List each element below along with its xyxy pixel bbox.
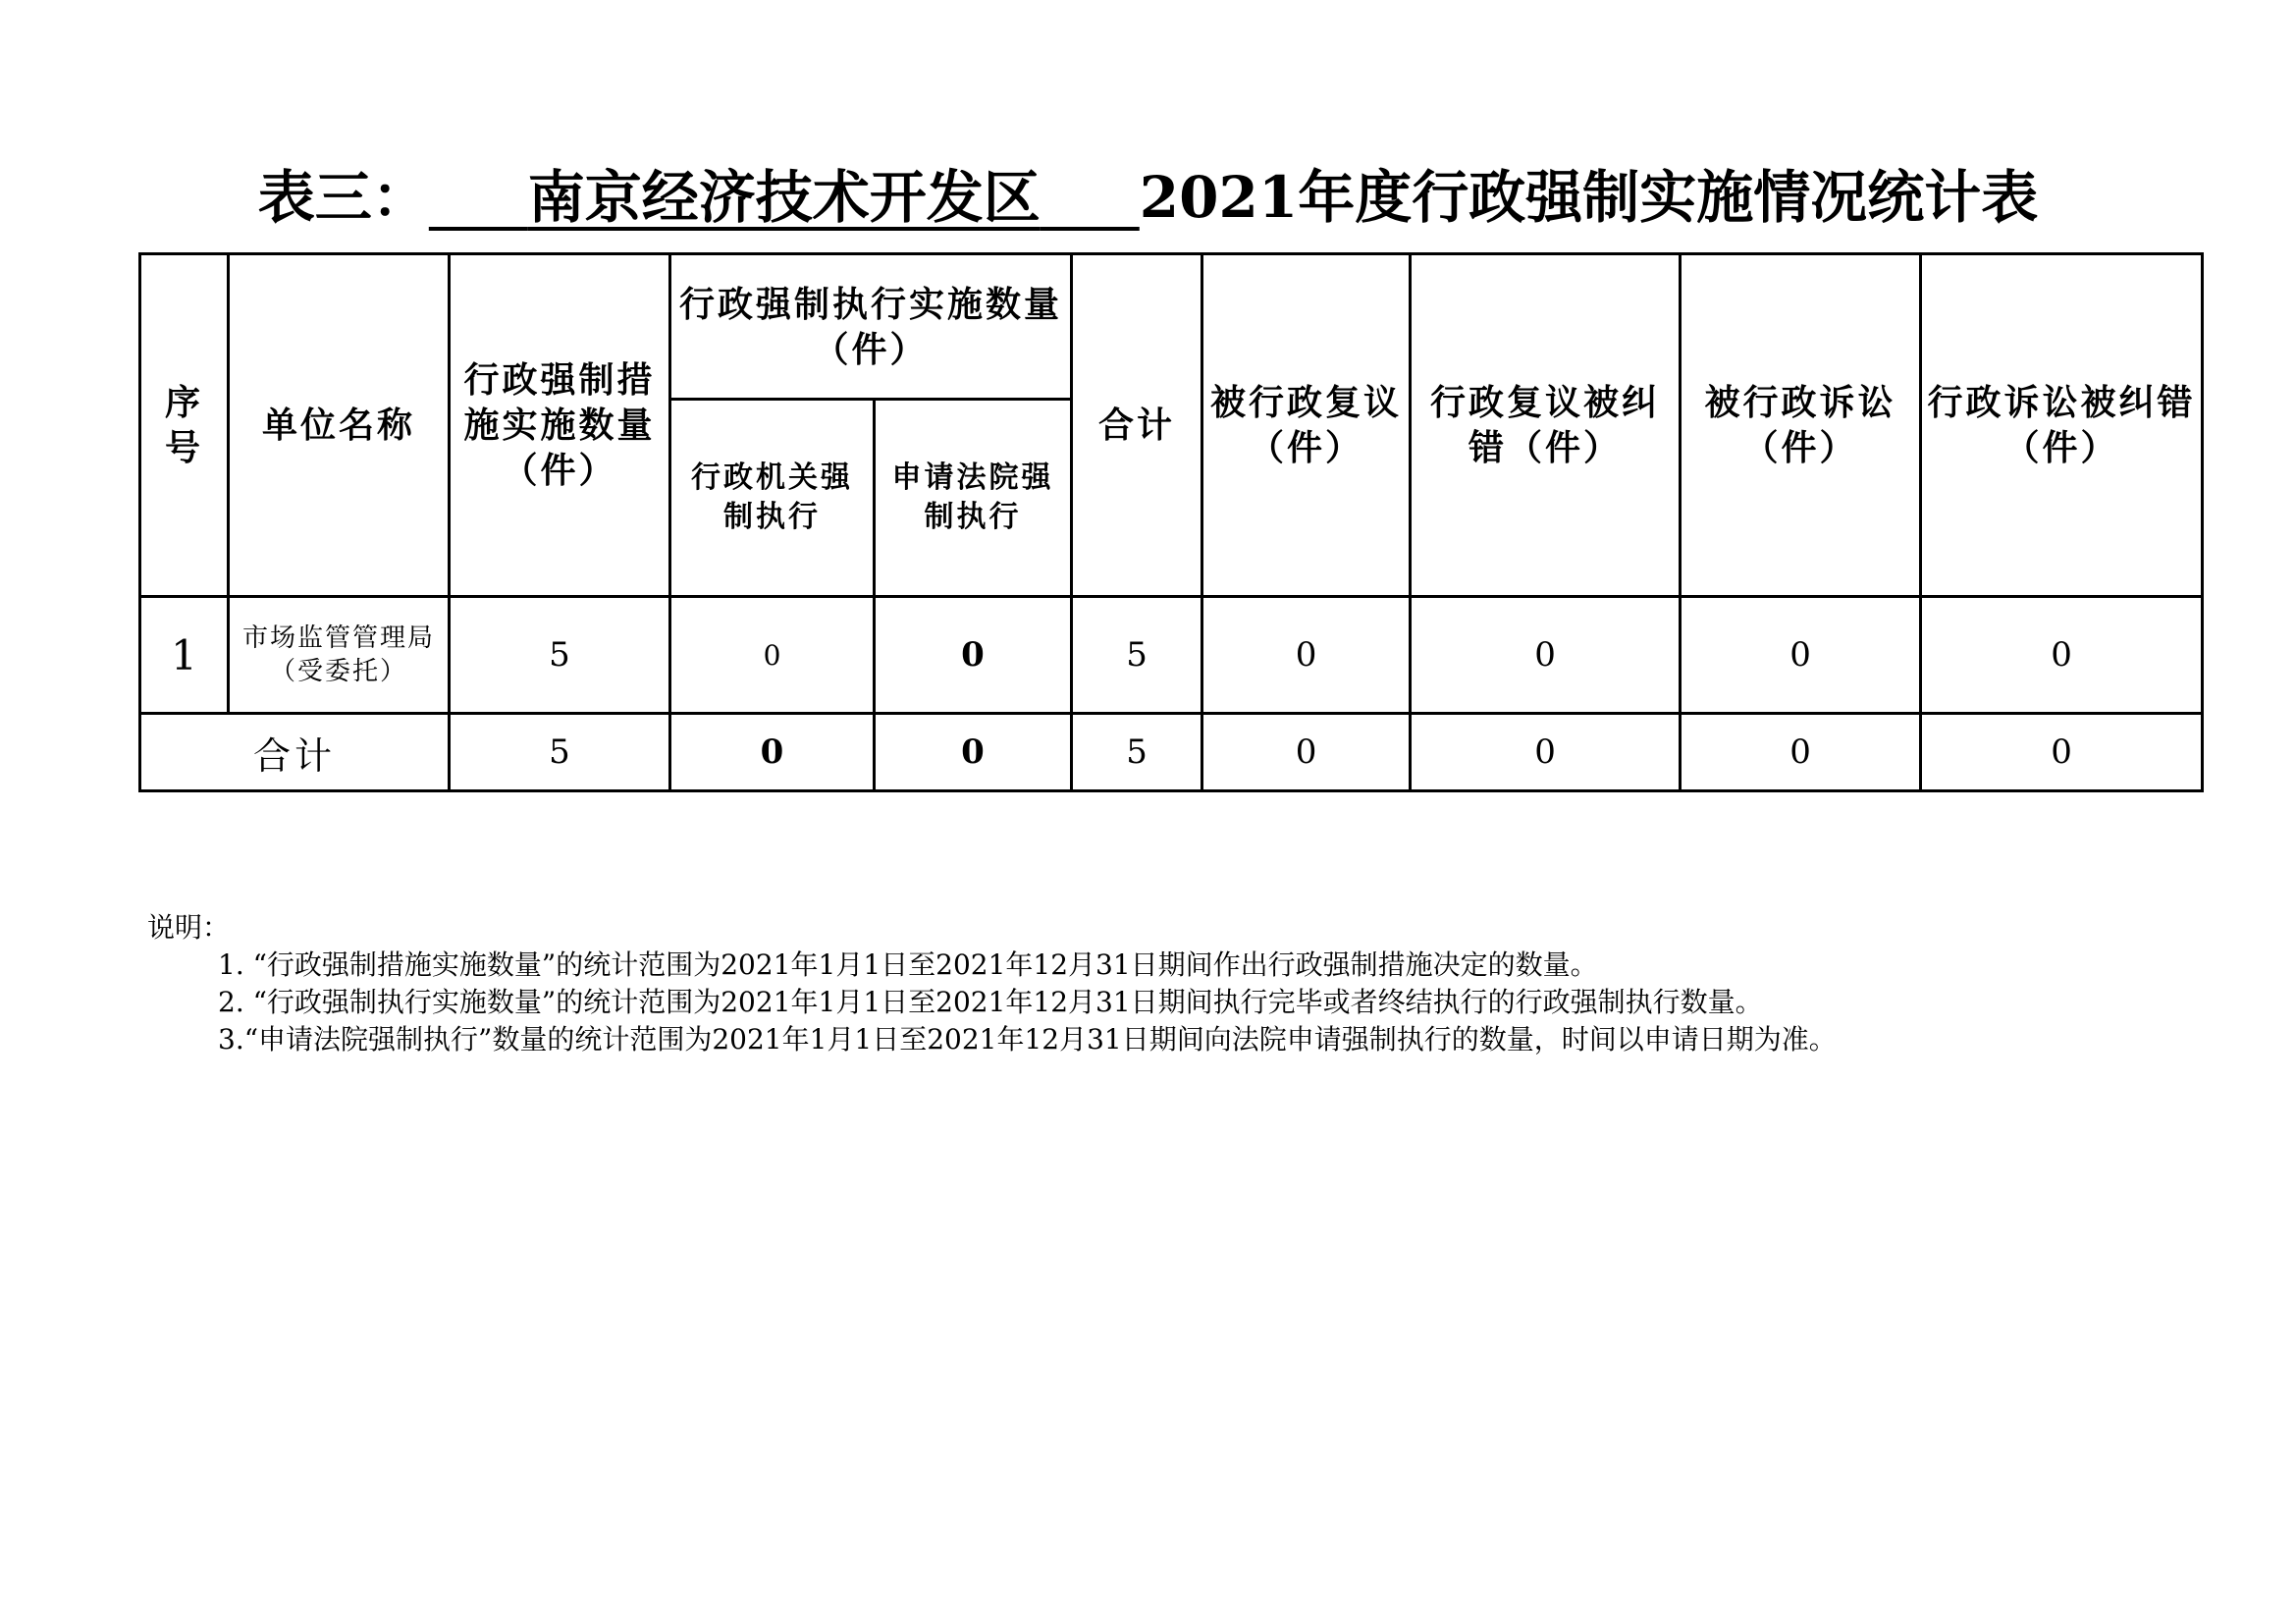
title-unit: 南京经济技术开发区 bbox=[527, 164, 1041, 231]
totals-exec-court: 0 bbox=[875, 714, 1072, 791]
title-suffix: 2021年度行政强制实施情况统计表 bbox=[1139, 164, 2039, 231]
cell-litigated: 0 bbox=[1681, 597, 1921, 714]
cell-exec-admin: 0 bbox=[670, 597, 875, 714]
cell-measures: 5 bbox=[450, 597, 670, 714]
header-unit-name: 单位名称 bbox=[229, 254, 450, 597]
header-row-1 bbox=[140, 254, 2203, 400]
table-row bbox=[140, 597, 2203, 714]
header-litigated: 被行政诉讼（件） bbox=[1681, 254, 1921, 597]
title-unit-underlined bbox=[429, 164, 1140, 231]
cell-seq: 1 bbox=[140, 597, 229, 714]
totals-reconsider-corrected: 0 bbox=[1411, 714, 1681, 791]
header-total: 合计 bbox=[1072, 254, 1202, 597]
cell-reconsidered: 0 bbox=[1202, 597, 1411, 714]
page-title bbox=[0, 160, 2296, 235]
header-measures: 行政强制措施实施数量（件） bbox=[450, 254, 670, 597]
totals-total: 5 bbox=[1072, 714, 1202, 791]
note-item: 2. “行政强制执行实施数量”的统计范围为2021年1月1日至2021年12月31日期间执行完毕或者终结执行的行政强制执行数量。 bbox=[218, 986, 1763, 1018]
header-exec-court: 申请法院强制执行 bbox=[875, 400, 1072, 597]
header-execution: 行政强制执行实施数量（件） bbox=[670, 254, 1072, 400]
header-litigation-corrected: 行政诉讼被纠错（件） bbox=[1921, 254, 2203, 597]
title-prefix: 表三： bbox=[257, 164, 429, 231]
note-item: 3.“申请法院强制执行”数量的统计范围为2021年1月1日至2021年12月31日期间向法院申请强制执行的数量，时间以申请日期为准。 bbox=[218, 1023, 1837, 1056]
header-reconsider-corrected: 行政复议被纠错（件） bbox=[1411, 254, 1681, 597]
statistics-table bbox=[138, 252, 2204, 792]
cell-reconsider-corrected: 0 bbox=[1411, 597, 1681, 714]
totals-exec-admin: 0 bbox=[670, 714, 875, 791]
totals-reconsidered: 0 bbox=[1202, 714, 1411, 791]
header-exec-admin: 行政机关强制执行 bbox=[670, 400, 875, 597]
header-reconsidered: 被行政复议（件） bbox=[1202, 254, 1411, 597]
notes-heading: 说明： bbox=[147, 911, 231, 944]
notes-section bbox=[147, 909, 1837, 1058]
cell-total: 5 bbox=[1072, 597, 1202, 714]
cell-litigation-corrected: 0 bbox=[1921, 597, 2203, 714]
totals-litigation-corrected: 0 bbox=[1921, 714, 2203, 791]
cell-exec-court: 0 bbox=[875, 597, 1072, 714]
totals-measures: 5 bbox=[450, 714, 670, 791]
cell-unit-name: 市场监管管理局（受委托） bbox=[229, 597, 450, 714]
totals-litigated: 0 bbox=[1681, 714, 1921, 791]
header-seq: 序号 bbox=[140, 254, 229, 597]
totals-label: 合计 bbox=[140, 714, 450, 791]
note-item: 1. “行政强制措施实施数量”的统计范围为2021年1月1日至2021年12月31日期间作出行政强制措施决定的数量。 bbox=[218, 948, 1598, 981]
totals-row bbox=[140, 714, 2203, 791]
